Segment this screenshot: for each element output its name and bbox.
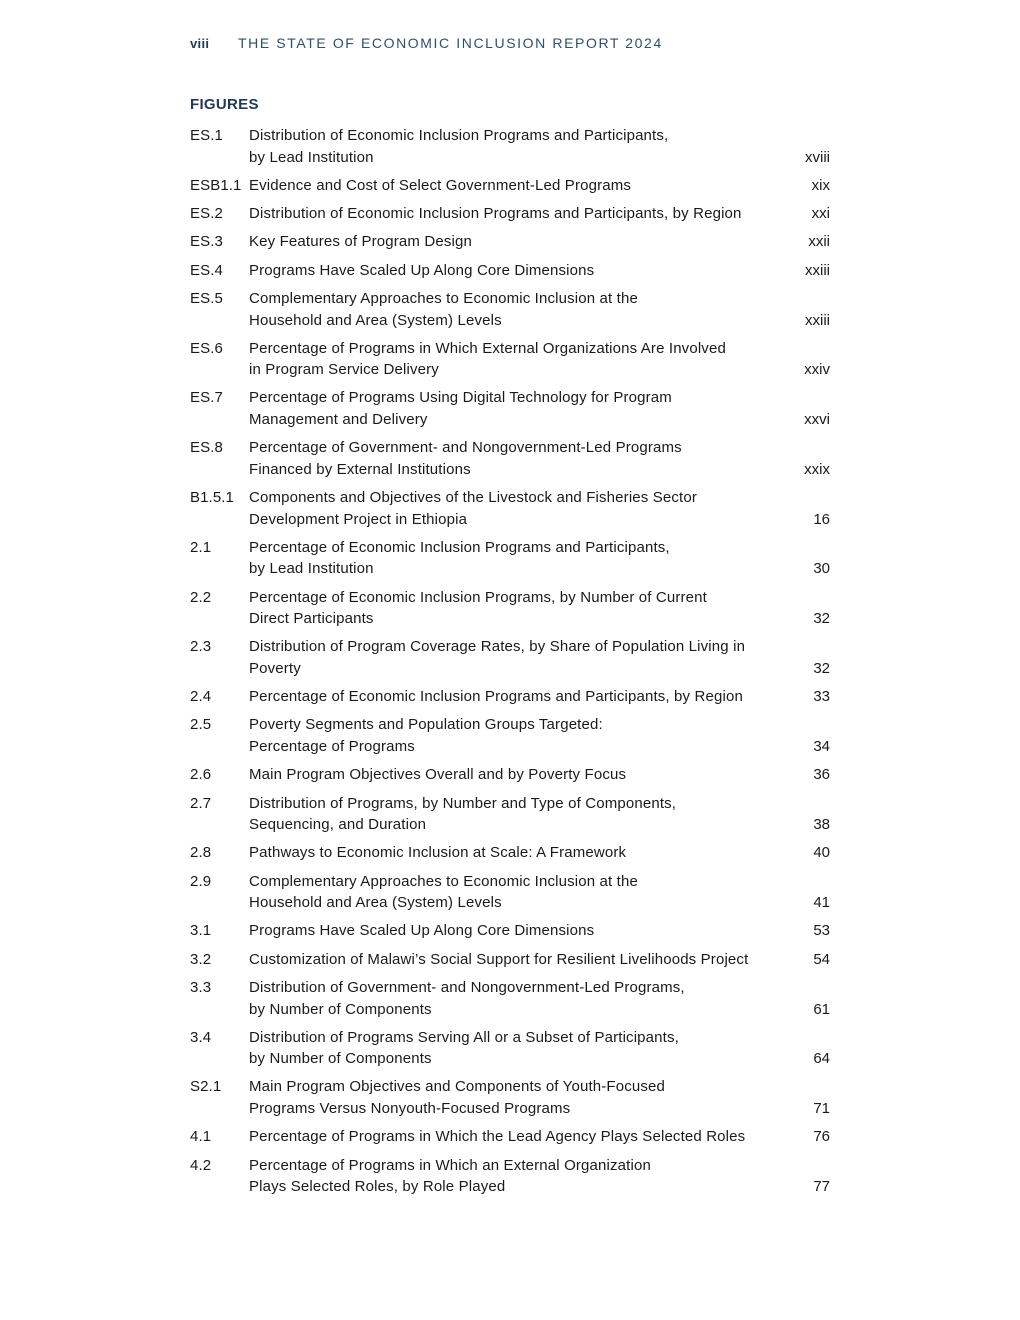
figure-page-number: xviii (805, 148, 830, 166)
figure-page-number: 54 (813, 950, 830, 968)
figure-title (249, 949, 790, 971)
figure-entry[interactable] (190, 714, 830, 757)
figure-title-line: Programs Have Scaled Up Along Core Dimensions (249, 922, 595, 940)
figure-page-number: 38 (813, 816, 830, 834)
figure-title-line: Main Program Objectives and Components of Youth-Focused (249, 1078, 665, 1096)
figure-entry[interactable] (190, 260, 830, 282)
figure-title (249, 487, 790, 530)
figure-number: ES.3 (190, 233, 223, 251)
figure-page-number: xxiii (805, 311, 830, 329)
figure-title-line: Distribution of Programs Serving All or a Subset of Participants, (249, 1028, 679, 1046)
figure-number: ES.8 (190, 439, 223, 457)
section-heading: FIGURES (190, 96, 259, 113)
figure-title-line: Percentage of Programs in Which External Organizations Are Involved (249, 339, 726, 357)
figure-title (249, 437, 790, 480)
figure-entry[interactable] (190, 288, 830, 331)
figure-title-line: Evidence and Cost of Select Government-Led Programs (249, 176, 632, 194)
figure-entry[interactable] (190, 487, 830, 530)
figure-number: ESB1.1 (190, 176, 242, 194)
figure-title (249, 1076, 790, 1119)
figure-title (249, 842, 790, 864)
figure-title (249, 587, 790, 630)
page-number: viii (190, 35, 210, 51)
figure-title (249, 203, 790, 225)
figure-title-line: by Lead Institution (249, 148, 374, 166)
figure-number: ES.1 (190, 127, 223, 144)
figure-entry[interactable] (190, 175, 830, 197)
figure-title (249, 871, 790, 914)
figure-title (249, 920, 790, 942)
figure-title-line: Financed by External Institutions (249, 460, 471, 478)
figure-number: 2.2 (190, 588, 212, 606)
figure-number: ES.6 (190, 339, 223, 357)
figure-entry[interactable] (190, 977, 830, 1020)
figure-title-line: Sequencing, and Duration (249, 816, 427, 834)
figure-title (249, 686, 790, 708)
figure-title (249, 764, 790, 786)
figure-entry[interactable] (190, 871, 830, 914)
figure-title-line: Development Project in Ethiopia (249, 510, 468, 528)
figure-number: 3.1 (190, 922, 212, 940)
figure-number: 2.4 (190, 688, 212, 706)
figure-number: ES.4 (190, 261, 223, 279)
figure-page-number: 30 (813, 560, 830, 578)
figure-title-line: Management and Delivery (249, 411, 428, 429)
figure-entry[interactable] (190, 1027, 830, 1070)
figure-title (249, 636, 790, 679)
figure-title-line: Programs Versus Nonyouth-Focused Programs (249, 1100, 571, 1118)
figure-title (249, 1126, 790, 1148)
figure-entry[interactable] (190, 842, 830, 864)
figure-title (249, 1155, 790, 1198)
figure-title-line: Direct Participants (249, 610, 374, 628)
figure-title-line: Complementary Approaches to Economic Inclusion at the (249, 872, 638, 890)
running-head (190, 33, 663, 53)
figure-title-line: Percentage of Economic Inclusion Programs and Participants, (249, 538, 670, 556)
figure-entry[interactable] (190, 203, 830, 225)
figure-title (249, 260, 790, 282)
figure-number: 2.6 (190, 766, 212, 784)
figure-entry[interactable] (190, 764, 830, 786)
figure-number: 3.2 (190, 950, 212, 968)
figure-number: ES.5 (190, 289, 223, 307)
figure-entry[interactable] (190, 949, 830, 971)
figure-number: 2.8 (190, 844, 212, 862)
figure-title-line: Percentage of Programs in Which an External Organization (249, 1156, 651, 1174)
figure-title-line: Percentage of Economic Inclusion Programs, by Number of Current (249, 588, 707, 606)
figure-page-number: 32 (813, 610, 830, 628)
figure-number: 2.7 (190, 794, 212, 812)
figure-entry[interactable] (190, 231, 830, 253)
figure-title-line: Distribution of Government- and Nongovernment-Led Programs, (249, 978, 685, 996)
figure-page-number: 53 (813, 922, 830, 940)
figure-entry[interactable] (190, 793, 830, 836)
figure-title-line: Percentage of Programs (249, 738, 415, 756)
figure-title-line: Poverty (249, 659, 301, 677)
figure-title (249, 714, 790, 757)
figure-page-number: xix (811, 176, 830, 194)
figure-title (249, 175, 790, 197)
figure-title-line: Customization of Malawi’s Social Support for Resilient Livelihoods Project (249, 950, 749, 968)
figure-title-line: Key Features of Program Design (249, 233, 472, 251)
report-title: THE STATE OF ECONOMIC INCLUSION REPORT 2024 (238, 35, 663, 51)
figure-title (249, 288, 790, 331)
figures-list (190, 125, 830, 1204)
figure-page-number: xxi (811, 205, 830, 223)
figure-number: S2.1 (190, 1078, 222, 1096)
figure-title-line: Household and Area (System) Levels (249, 894, 502, 912)
figure-title-line: Percentage of Programs Using Digital Technology for Program (249, 389, 672, 407)
figure-entry[interactable] (190, 338, 830, 381)
figure-title-line: by Lead Institution (249, 560, 374, 578)
figure-number: ES.7 (190, 389, 223, 407)
figure-title (249, 231, 790, 253)
figure-entry[interactable] (190, 920, 830, 942)
figure-page-number: xxvi (804, 411, 830, 429)
figure-page-number: 32 (813, 659, 830, 677)
figure-entry[interactable] (190, 1076, 830, 1119)
figure-title (249, 125, 790, 168)
figure-title-line: Percentage of Economic Inclusion Programs and Participants, by Region (249, 688, 743, 706)
figure-page-number: 76 (813, 1128, 830, 1146)
figure-page-number: xxiii (805, 261, 830, 279)
figure-title-line: Household and Area (System) Levels (249, 311, 502, 329)
figure-number: 4.1 (190, 1128, 212, 1146)
figure-title-line: Main Program Objectives Overall and by Poverty Focus (249, 766, 627, 784)
figure-page-number: 33 (813, 688, 830, 706)
figure-number: 2.1 (190, 538, 212, 556)
figure-page-number: xxix (804, 460, 830, 478)
figure-title (249, 793, 790, 836)
figure-page-number: 16 (813, 510, 830, 528)
figure-page-number: 41 (813, 894, 830, 912)
figure-entry[interactable] (190, 125, 830, 168)
figure-number: B1.5.1 (190, 489, 234, 507)
figure-title-line: in Program Service Delivery (249, 361, 439, 379)
figure-title-line: Percentage of Programs in Which the Lead Agency Plays Selected Roles (249, 1128, 746, 1146)
figure-title-line: by Number of Components (249, 1000, 432, 1018)
figure-page-number: 34 (813, 738, 830, 756)
figure-entry[interactable] (190, 437, 830, 480)
figure-title-line: Pathways to Economic Inclusion at Scale: A Framework (249, 844, 627, 862)
figure-title-line: Programs Have Scaled Up Along Core Dimensions (249, 261, 595, 279)
figure-title-line: Distribution of Economic Inclusion Programs and Participants, (249, 127, 669, 144)
figure-number: 3.3 (190, 978, 212, 996)
figure-page-number: 40 (813, 844, 830, 862)
figure-number: 4.2 (190, 1156, 212, 1174)
figure-page-number: 61 (813, 1000, 830, 1018)
figure-page-number: 64 (813, 1050, 830, 1068)
figure-number: 2.5 (190, 716, 212, 734)
figure-entry[interactable] (190, 587, 830, 630)
figure-title-line: Distribution of Programs, by Number and Type of Components, (249, 794, 677, 812)
figure-page-number: 77 (813, 1178, 830, 1196)
figure-entry[interactable] (190, 387, 830, 430)
figure-title-line: Components and Objectives of the Livestock and Fisheries Sector (249, 489, 698, 507)
figure-page-number: 36 (813, 766, 830, 784)
figure-number: ES.2 (190, 205, 223, 223)
figure-entry[interactable] (190, 686, 830, 708)
figure-entry[interactable] (190, 1155, 830, 1198)
figure-title-line: Poverty Segments and Population Groups Targeted: (249, 716, 603, 734)
figure-page-number: 71 (813, 1100, 830, 1118)
figure-title (249, 338, 790, 381)
figure-title (249, 387, 790, 430)
figure-title-line: Plays Selected Roles, by Role Played (249, 1178, 506, 1196)
figure-title (249, 1027, 790, 1070)
figure-title (249, 977, 790, 1020)
figure-title-line: Distribution of Program Coverage Rates, by Share of Population Living in (249, 638, 746, 656)
figure-entry[interactable] (190, 636, 830, 679)
figure-page-number: xxii (808, 233, 830, 251)
figure-title-line: Complementary Approaches to Economic Inclusion at the (249, 289, 638, 307)
figure-title-line: Distribution of Economic Inclusion Programs and Participants, by Region (249, 205, 742, 223)
figure-page-number: xxiv (804, 361, 830, 379)
figure-number: 3.4 (190, 1028, 212, 1046)
figure-entry[interactable] (190, 1126, 830, 1148)
figure-title-line: Percentage of Government- and Nongovernment-Led Programs (249, 439, 682, 457)
figure-title-line: by Number of Components (249, 1050, 432, 1068)
figure-number: 2.3 (190, 638, 212, 656)
figure-number: 2.9 (190, 872, 212, 890)
figure-title (249, 537, 790, 580)
figure-entry[interactable] (190, 537, 830, 580)
